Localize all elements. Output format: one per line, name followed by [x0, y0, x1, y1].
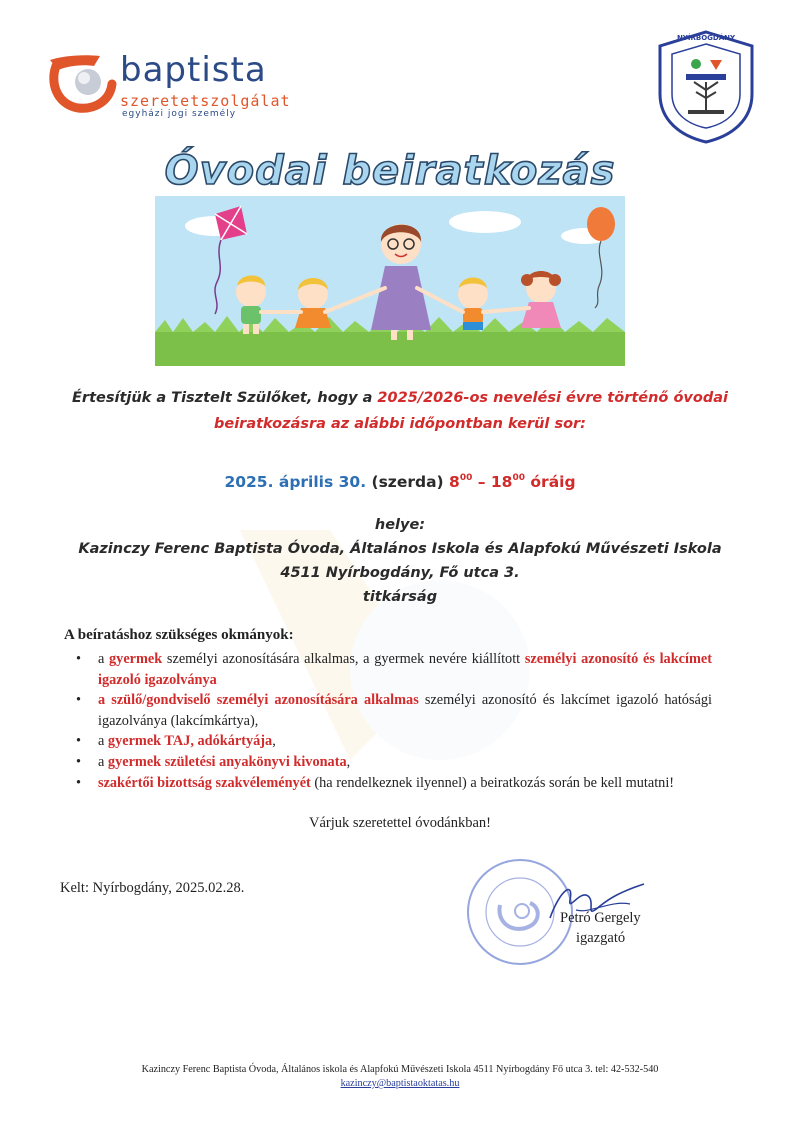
item-highlight: gyermek születési anyakönyvi kivonata — [107, 753, 347, 770]
list-item — [72, 649, 712, 690]
item-highlight: gyermek TAJ, adókártyája — [107, 733, 273, 750]
footer-address: Kazinczy Ferenc Baptista Óvoda, Általános iskola és Alapfokú Művészeti Iskola 4511 Nyírbogdány Fő utca 3. tel: 42-532-540 — [141, 1064, 659, 1075]
item-highlight: személyi azonosító és lakcímet igazoló igazolványa — [98, 651, 712, 688]
list-item — [72, 773, 712, 794]
location-line1: Kazinczy Ferenc Baptista Óvoda, Általános Iskola és Alapfokú Művészeti Iskola — [78, 541, 722, 557]
start-hour: 8 — [449, 473, 460, 491]
date-value: 2025. április 30. — [224, 473, 367, 491]
item-text: személyi azonosítására alkalmas, a gyermek nevére kiállított — [162, 651, 525, 667]
brand-subtitle: szeretetszolgálat — [120, 92, 291, 110]
baptista-logo-icon — [48, 52, 120, 114]
brand-name: baptista — [120, 50, 267, 90]
bullet: • — [76, 733, 82, 750]
children-illustration — [155, 196, 625, 366]
footer-email-link[interactable]: kazinczy@baptistaoktatas.hu — [340, 1078, 460, 1089]
crest-label: NYÍRBOGDÁNY — [676, 34, 736, 42]
bullet: • — [76, 753, 82, 770]
intro-text — [60, 385, 740, 437]
start-min: 00 — [459, 473, 473, 483]
intro-part1: Értesítjük a Tisztelt Szülőket, hogy a — [72, 390, 378, 406]
date-dash: – — [472, 473, 491, 491]
banner-title: Óvodai beiratkozás — [164, 148, 616, 194]
school-crest-icon — [648, 24, 764, 146]
item-text: (ha rendelkeznek ilyennel) a beiratkozás során be kell mutatni! — [310, 774, 675, 791]
bullet: • — [76, 774, 82, 791]
closing-text: Várjuk szeretettel óvodánkban! — [309, 815, 491, 831]
date-suffix: óráig — [525, 473, 576, 491]
item-text: személyi azonosító és lakcímet igazoló hatósági igazolványa (lakcímkártya), — [98, 692, 712, 729]
footer — [0, 1063, 800, 1091]
enrollment-date — [60, 473, 740, 491]
item-text: a — [98, 733, 108, 750]
location-line3: titkárság — [362, 589, 438, 605]
item-text: a — [98, 753, 108, 770]
bullet: • — [76, 692, 82, 709]
location-label: helye: — [374, 517, 426, 533]
item-text: , — [346, 753, 351, 770]
brand-legal: egyházi jogi személy — [122, 109, 237, 119]
item-highlight: a szülő/gondviselő személyi azonosítására alkalmas — [98, 692, 419, 709]
signer-title: igazgató — [576, 930, 626, 946]
bullet: • — [76, 651, 82, 667]
item-text: a — [98, 651, 110, 667]
location-block — [40, 513, 760, 609]
item-text: , — [272, 733, 276, 750]
date-weekday: (szerda) — [366, 473, 450, 491]
item-highlight: szakértői bizottság szakvéleményét — [98, 774, 311, 791]
list-item — [72, 731, 712, 752]
documents-heading: A beíratáshoz szükséges okmányok: — [64, 627, 294, 643]
intro-part2: 2025/2026-os nevelési évre történő óvodai beiratkozásra az alábbi időpontban kerül sor: — [213, 390, 728, 432]
list-item — [72, 752, 712, 773]
list-item — [72, 690, 712, 731]
location-line2: 4511 Nyírbogdány, Fő utca 3. — [280, 565, 520, 581]
item-highlight: gyermek — [109, 651, 163, 667]
documents-list — [72, 649, 712, 793]
end-min: 00 — [512, 473, 525, 483]
signer-name: Petró Gergely — [560, 910, 641, 926]
end-hour: 18 — [490, 473, 513, 491]
date-place-line: Kelt: Nyírbogdány, 2025.02.28. — [60, 880, 245, 896]
